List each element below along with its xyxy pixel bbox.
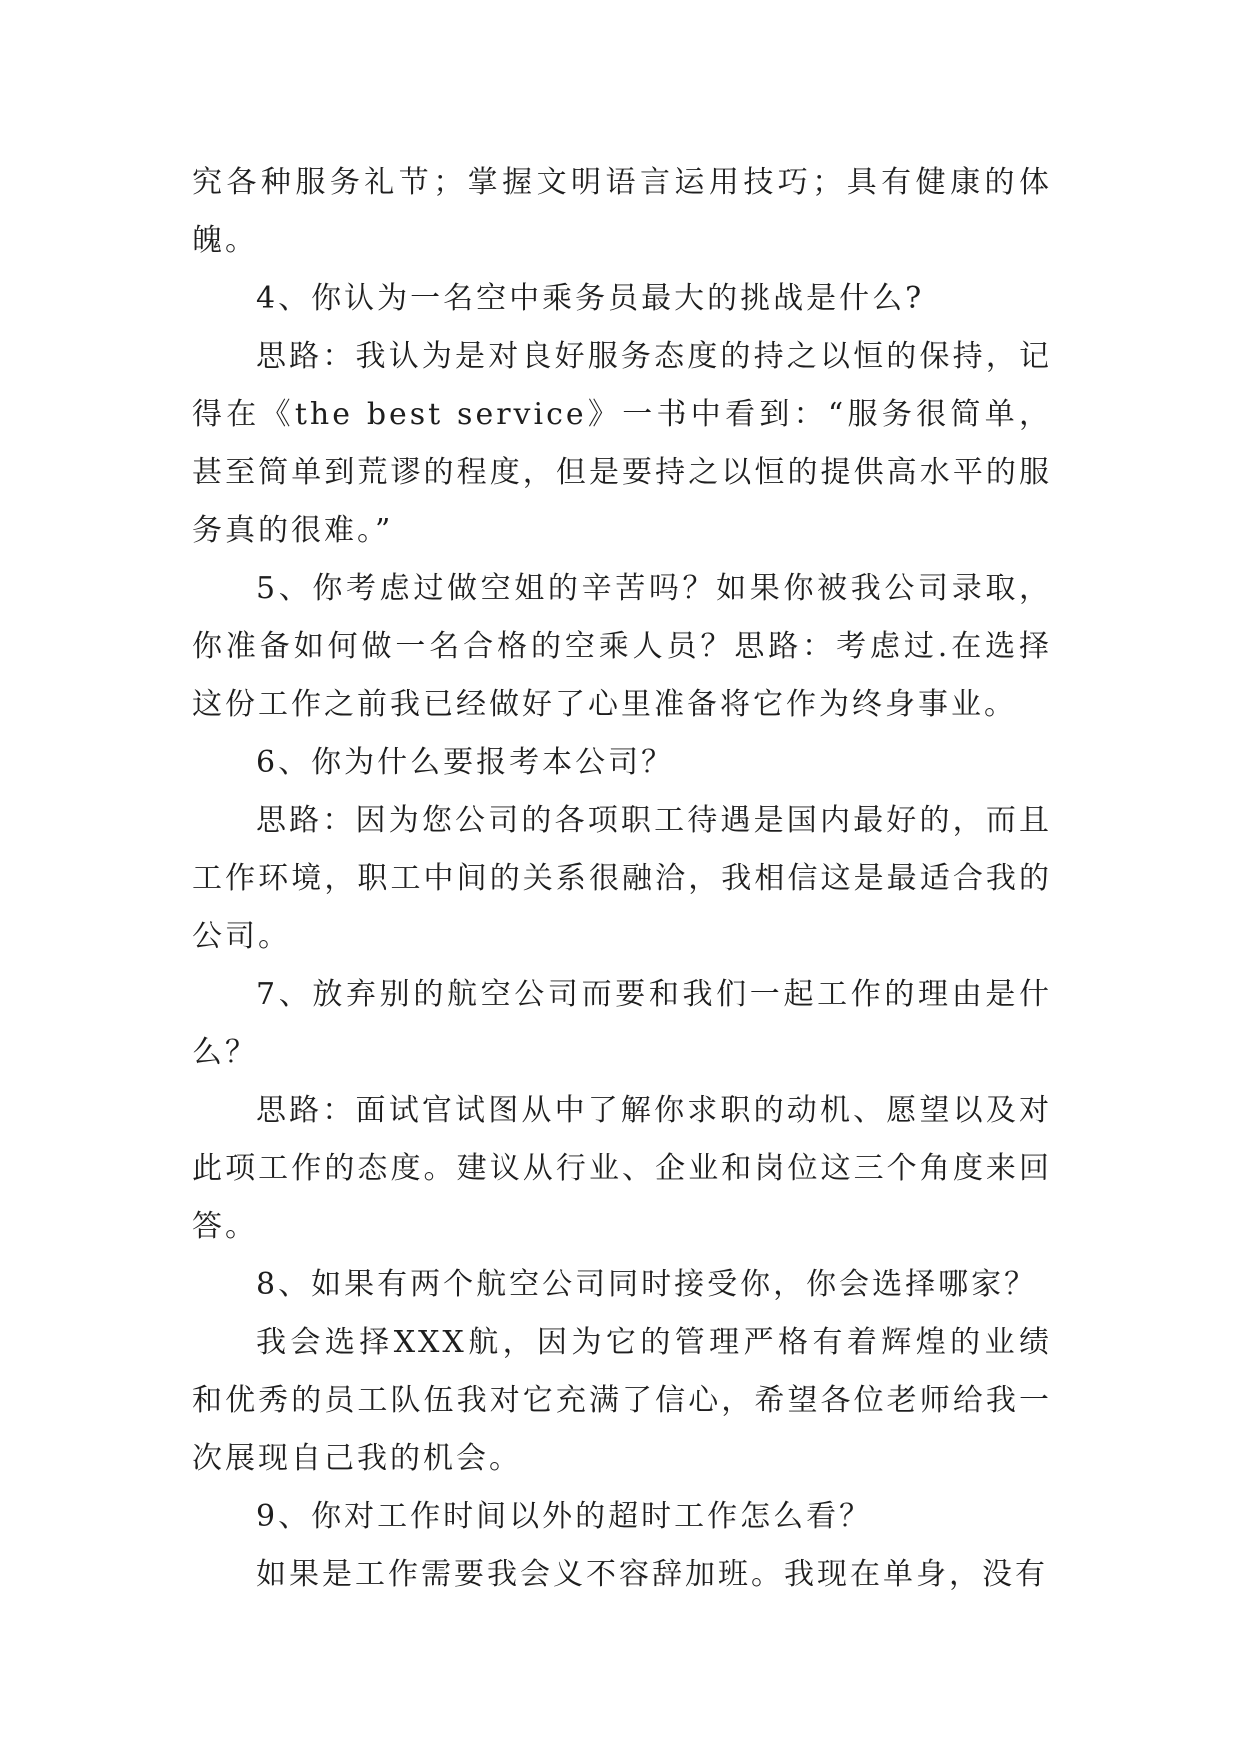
question-8: 8、如果有两个航空公司同时接受你，你会选择哪家？	[256, 1267, 1038, 1302]
question-9: 9、你对工作时间以外的超时工作怎么看？	[256, 1499, 873, 1534]
document-body	[192, 154, 1052, 1604]
question-7: 7、放弃别的航空公司而要和我们一起工作的理由是什么？	[192, 977, 1052, 1070]
question-4: 4、你认为一名空中乘务员最大的挑战是什么?	[256, 281, 925, 316]
answer-9: 如果是工作需要我会义不容辞加班。我现在单身，没有	[256, 1557, 1048, 1592]
answer-4: 思路：我认为是对良好服务态度的持之以恒的保持，记得在《the best service》一书中看到：“服务很简单，甚至简单到荒谬的程度，但是要持之以恒的提供高水平的服务真的很难。”	[192, 339, 1052, 548]
question-6: 6、你为什么要报考本公司？	[256, 745, 675, 780]
paragraph-continuation: 究各种服务礼节；掌握文明语言运用技巧；具有健康的体魄。	[192, 165, 1052, 258]
answer-7: 思路：面试官试图从中了解你求职的动机、愿望以及对此项工作的态度。建议从行业、企业和岗位这三个角度来回答。	[192, 1093, 1052, 1244]
answer-6: 思路：因为您公司的各项职工待遇是国内最好的，而且工作环境，职工中间的关系很融洽，我相信这是最适合我的公司。	[192, 803, 1052, 954]
answer-8: 我会选择XXX航，因为它的管理严格有着辉煌的业绩和优秀的员工队伍我对它充满了信心，希望各位老师给我一次展现自己我的机会。	[192, 1325, 1052, 1476]
question-answer-5: 5、你考虑过做空姐的辛苦吗？如果你被我公司录取，你准备如何做一名合格的空乘人员？思路：考虑过.在选择这份工作之前我已经做好了心里准备将它作为终身事业。	[192, 571, 1052, 722]
